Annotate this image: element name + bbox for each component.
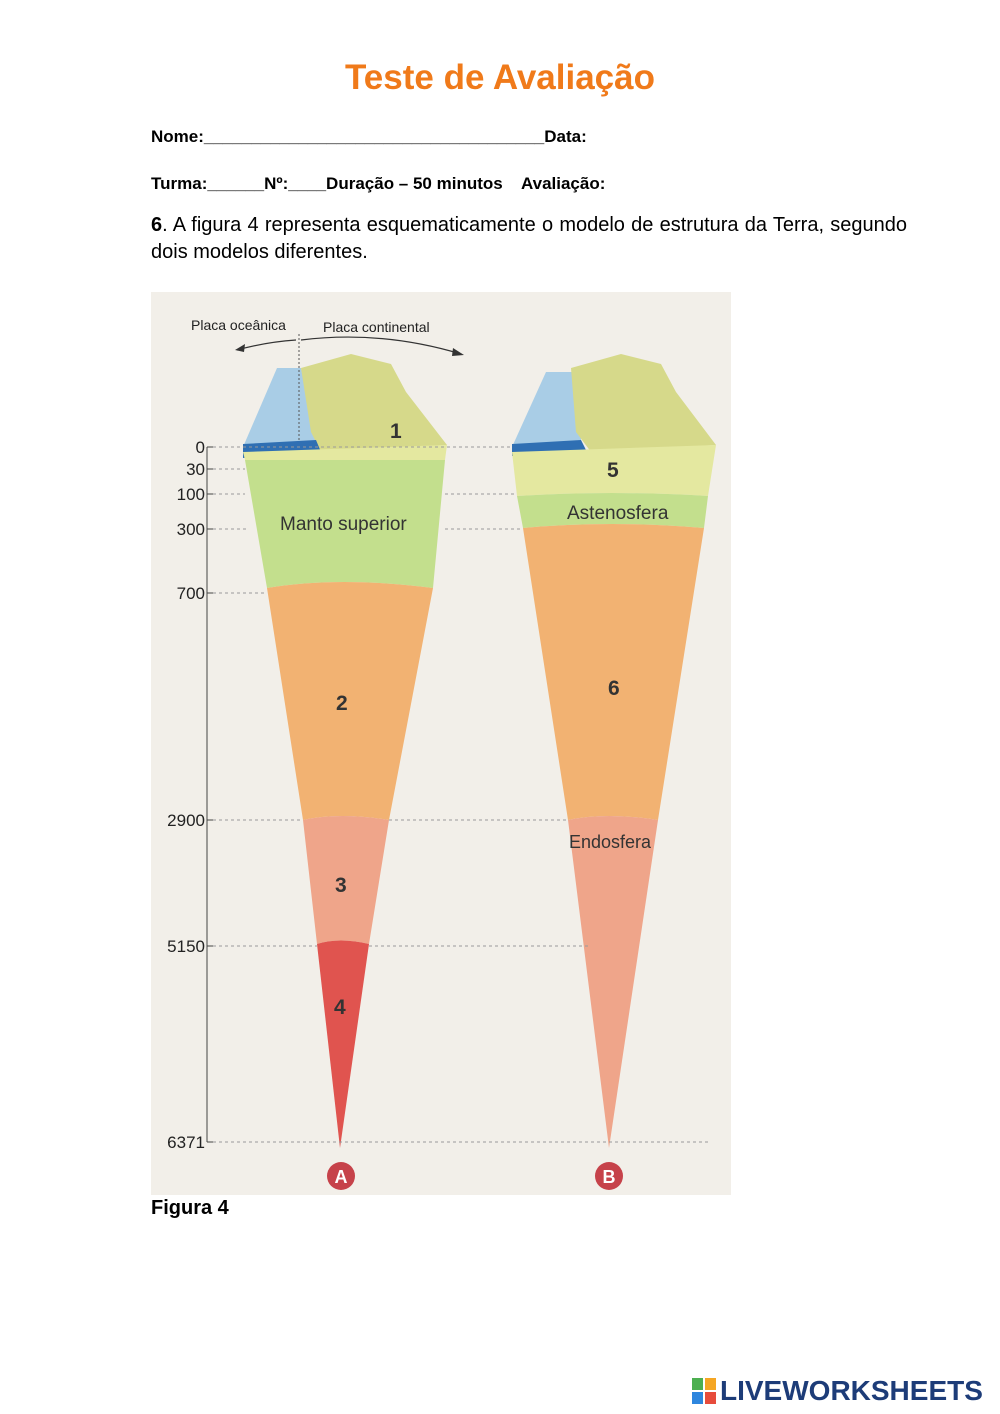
label-placa-oceanica: Placa oceânica [191, 317, 286, 333]
question-number: 6 [151, 214, 163, 236]
model-b-continent [571, 354, 716, 452]
depth-label-100: 100 [176, 485, 205, 504]
depth-label-5150: 5150 [167, 937, 205, 956]
model-a-inner-core [317, 941, 369, 1149]
depth-label-0: 0 [195, 438, 205, 457]
label-astenosfera: Astenosfera [567, 503, 669, 524]
label-endosfera: Endosfera [569, 832, 652, 852]
model-b-mesosphere [523, 524, 704, 820]
label-2: 2 [336, 692, 348, 715]
model-b-endosphere [568, 816, 658, 1148]
liveworksheets-logo [692, 1374, 983, 1408]
model-b-label: B [602, 1167, 616, 1187]
arrow-continental [301, 337, 461, 354]
earth-structure-figure [151, 292, 731, 1195]
page-title: Teste de Avaliação [345, 58, 655, 97]
label-6: 6 [608, 677, 620, 700]
liveworksheets-logo-icon [692, 1378, 716, 1404]
depth-label-2900: 2900 [167, 811, 205, 830]
depth-ticks [207, 447, 213, 1142]
label-4: 4 [334, 996, 346, 1019]
arrow-oceanic [237, 340, 296, 350]
label-manto-superior: Manto superior [280, 514, 407, 535]
model-b-ocean-crust [512, 372, 581, 452]
name-date-line: Nome:____________________________________Data: [151, 127, 587, 146]
label-3: 3 [335, 874, 347, 897]
depth-label-700: 700 [176, 584, 205, 603]
question-text: . A figura 4 representa esquematicamente o modelo de estrutura da Terra, segundo dois modelos diferentes. [151, 214, 907, 263]
label-5: 5 [607, 459, 619, 482]
model-a-label: A [334, 1167, 348, 1187]
depth-label-300: 300 [176, 520, 205, 539]
liveworksheets-logo-text: LIVEWORKSHEETS [720, 1375, 983, 1406]
model-a-continent [301, 354, 447, 452]
figure-caption: Figura 4 [151, 1197, 229, 1219]
earth-structure-diagram [151, 292, 731, 1195]
class-number-duration-line: Turma:______Nº:____Duração – 50 minutos Avaliação: [151, 174, 606, 193]
depth-label-6371: 6371 [167, 1133, 205, 1152]
depth-label-30: 30 [186, 460, 205, 479]
label-1: 1 [390, 420, 402, 443]
model-a-lower-mantle [267, 582, 433, 820]
question-6 [151, 212, 907, 266]
label-placa-continental: Placa continental [323, 319, 430, 335]
